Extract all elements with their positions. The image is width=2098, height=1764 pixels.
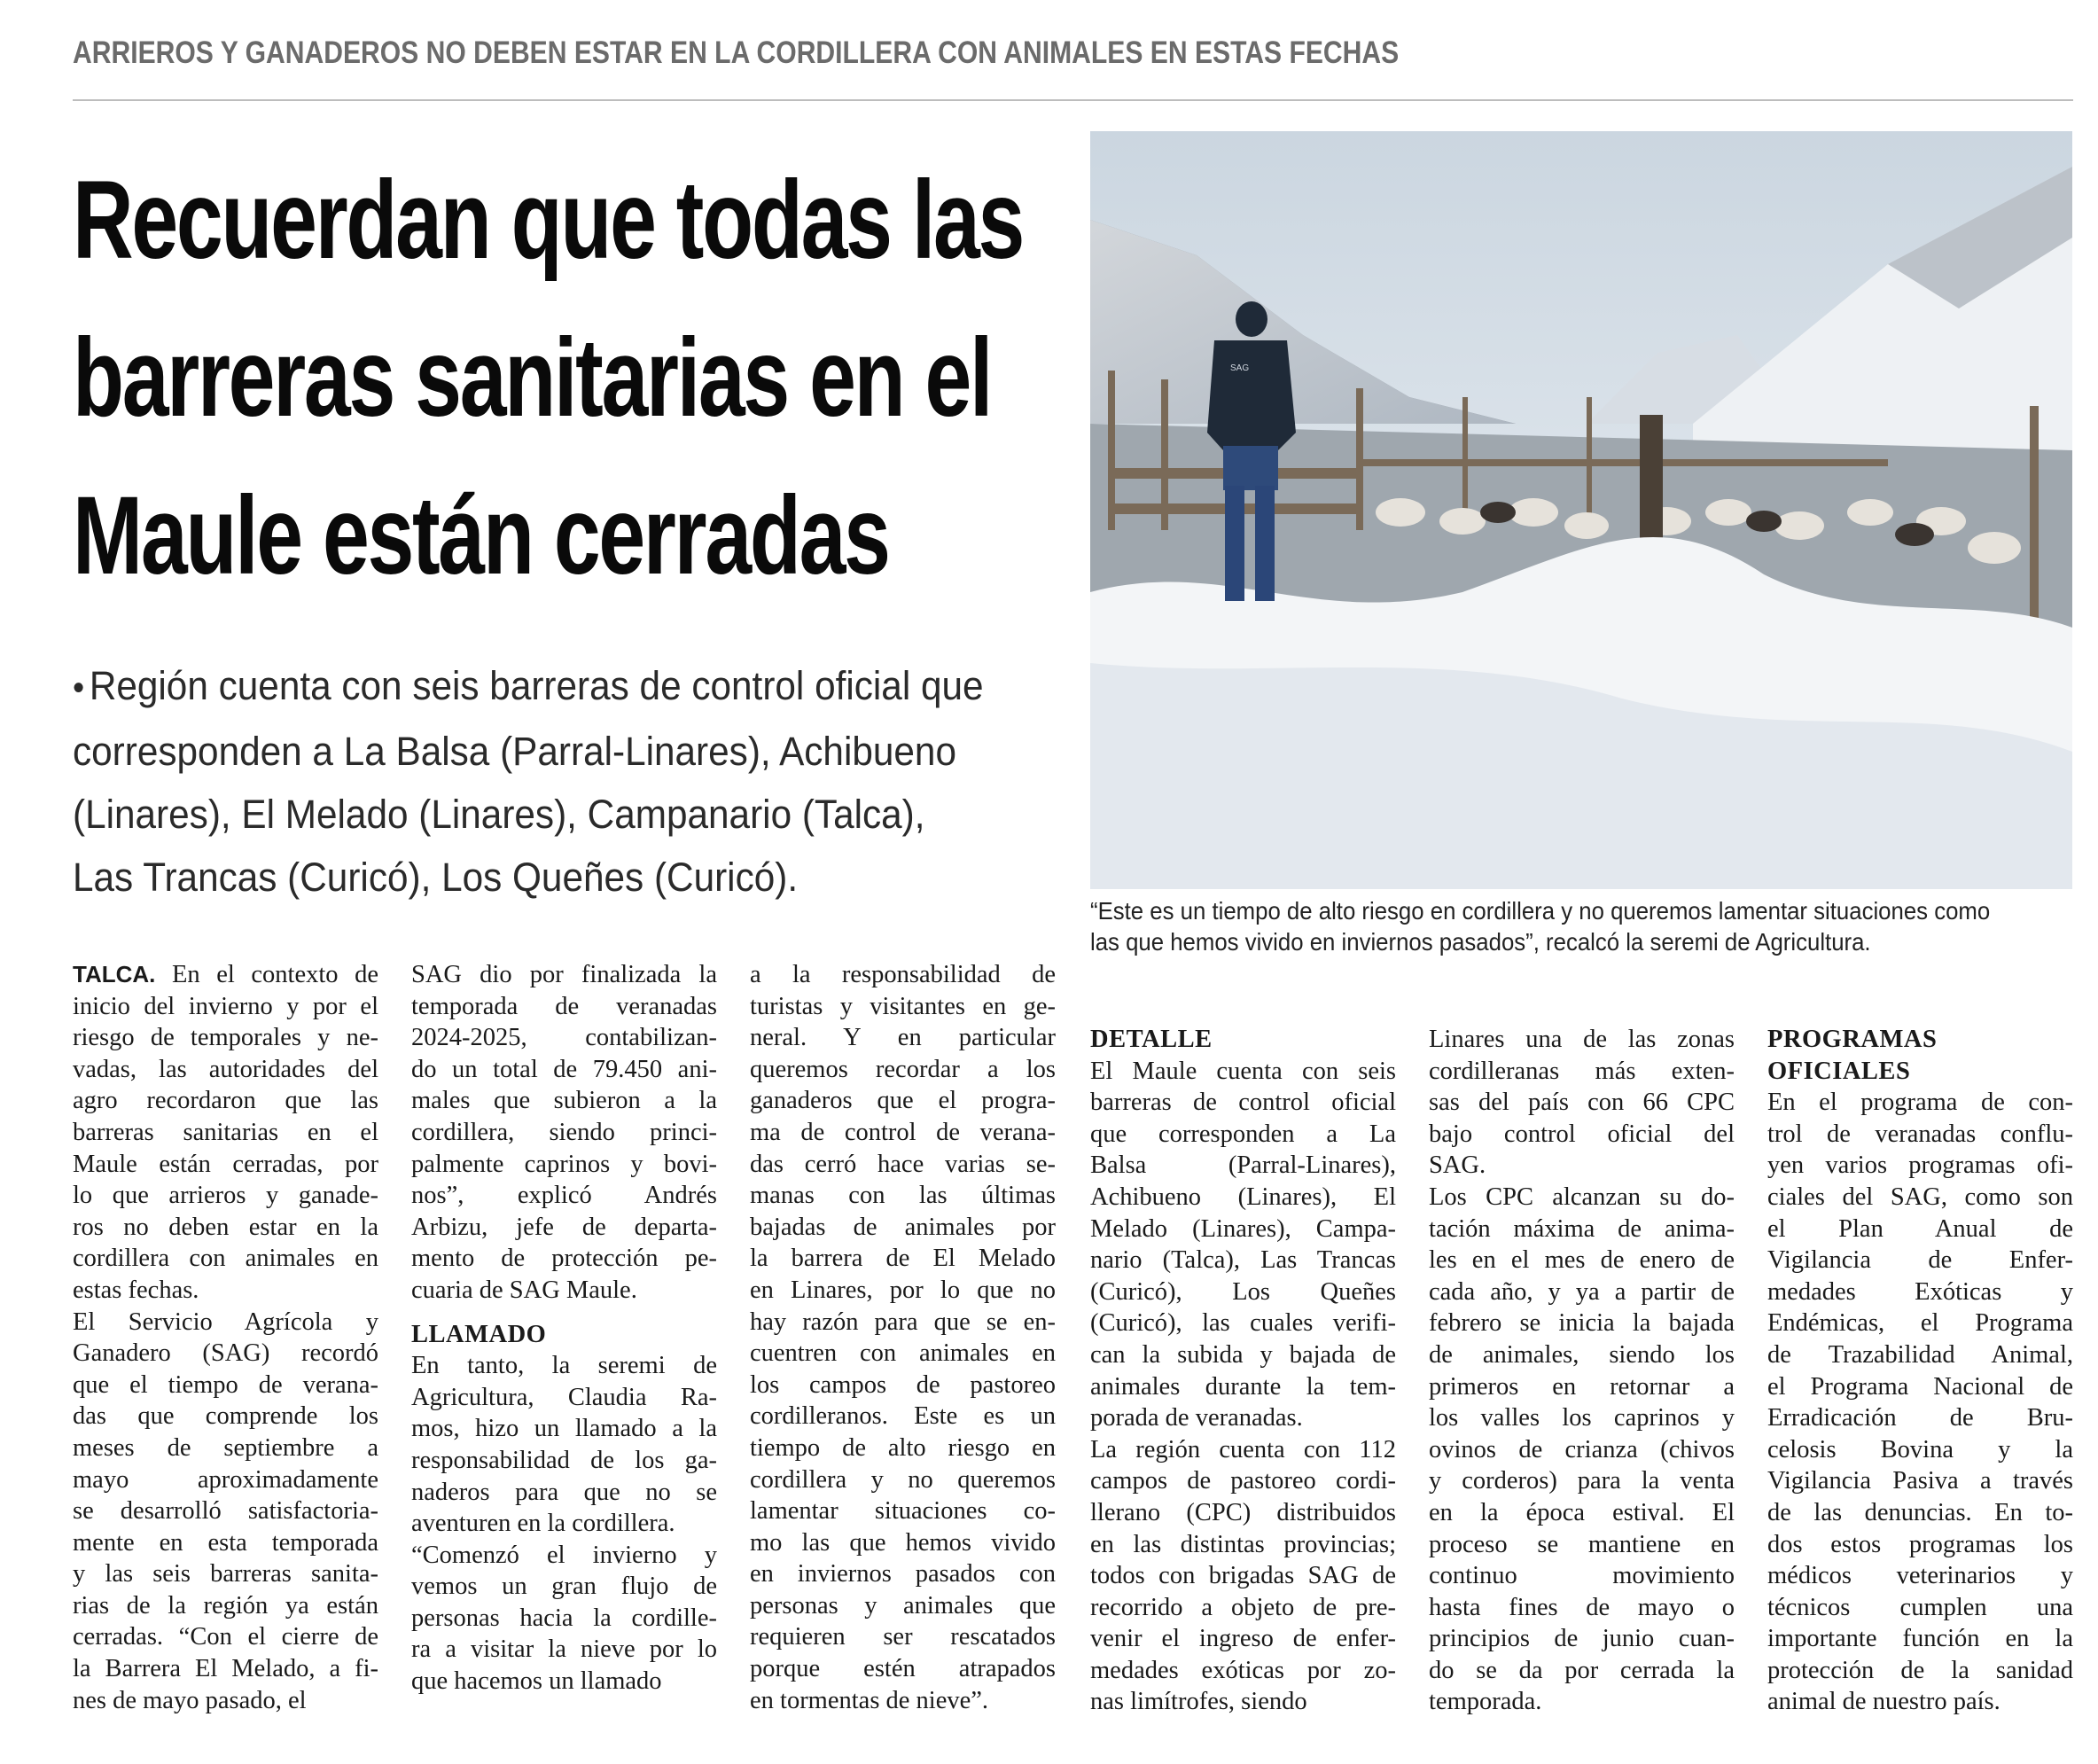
text-line: venir el ingreso de enfer- bbox=[1090, 1625, 1396, 1653]
news-photo bbox=[1090, 131, 2072, 889]
text-line: el Plan Anual de bbox=[1767, 1214, 2073, 1243]
text-line: cordillera con animales en bbox=[73, 1245, 378, 1273]
text-line: Endémicas, el Programa bbox=[1767, 1309, 2073, 1338]
text-line: el Programa Nacional de bbox=[1767, 1372, 2073, 1401]
text-line: (Curicó), Los Queñes bbox=[1090, 1277, 1396, 1306]
text-line: Maule están cerradas, por bbox=[73, 1150, 378, 1178]
text-line: hasta fines de mayo o bbox=[1429, 1593, 1735, 1621]
text-line: y corderos) para la venta bbox=[1429, 1467, 1735, 1495]
text-line: cordillera, siendo princi- bbox=[411, 1118, 717, 1146]
text-line: cuentren con animales en bbox=[750, 1339, 1056, 1368]
text-line: de animales, siendo los bbox=[1429, 1340, 1735, 1369]
subhead: OFICIALES bbox=[1767, 1057, 1911, 1085]
text-line: medades Exóticas y bbox=[1767, 1277, 2073, 1306]
text-line: continuo movimiento bbox=[1429, 1562, 1735, 1590]
text-line: En el programa de con- bbox=[1767, 1089, 2073, 1117]
article-column-1 bbox=[73, 959, 378, 1716]
text-line: ros no deben estar en la bbox=[73, 1213, 378, 1241]
text-line: trol de veranadas conflu- bbox=[1767, 1120, 2073, 1148]
text-line: en Linares, por lo que no bbox=[750, 1276, 1056, 1304]
text-line: personas y animales que bbox=[750, 1591, 1056, 1620]
text-line: protección de la sanidad bbox=[1767, 1656, 2073, 1684]
text-line: y las seis barreras sanita- bbox=[73, 1560, 378, 1588]
text-line: ma de control de verana- bbox=[750, 1118, 1056, 1146]
text-line: SAG. bbox=[1429, 1151, 1486, 1180]
text-line: todos con brigadas SAG de bbox=[1090, 1562, 1396, 1590]
text-line: proceso se mantiene en bbox=[1429, 1530, 1735, 1558]
text-line: médicos veterinarios y bbox=[1767, 1562, 2073, 1590]
text-line: Melado (Linares), Campa- bbox=[1090, 1214, 1396, 1243]
text-line: palmente caprinos y bovi- bbox=[411, 1150, 717, 1178]
caption-line: “Este es un tiempo de alto riesgo en cordillera y no queremos lamentar situaciones como bbox=[1090, 897, 1991, 925]
text-line: lo que arrieros y ganade- bbox=[73, 1182, 378, 1210]
text-line: llerano (CPC) distribuidos bbox=[1090, 1498, 1396, 1526]
text-line: de las denuncias. En to- bbox=[1767, 1498, 2073, 1526]
text-line: queremos recordar a los bbox=[750, 1055, 1056, 1083]
headline-line: Recuerdan que todas las bbox=[73, 159, 1024, 282]
text-line: que hacemos un llamado bbox=[411, 1667, 662, 1696]
text-line: los valles los caprinos y bbox=[1429, 1404, 1735, 1432]
text-line: males que subieron a la bbox=[411, 1087, 717, 1115]
text-line: ganaderos que el progra- bbox=[750, 1087, 1056, 1115]
text-line: Vigilancia de Enfer- bbox=[1767, 1246, 2073, 1275]
subhead: DETALLE bbox=[1090, 1026, 1213, 1053]
text-line: técnicos cumplen una bbox=[1767, 1593, 2073, 1621]
text-line: de Trazabilidad Animal, bbox=[1767, 1340, 2073, 1369]
spacer bbox=[411, 1307, 717, 1319]
photo-illustration bbox=[1090, 131, 2072, 889]
subhead: PROGRAMAS bbox=[1767, 1026, 1938, 1053]
text-line: Ganadero (SAG) recordó bbox=[73, 1339, 378, 1368]
text-line: mos, hizo un llamado a la bbox=[411, 1415, 717, 1443]
text-line: estas fechas. bbox=[73, 1276, 199, 1304]
deck-line-text: Región cuenta con seis barreras de control oficial que bbox=[89, 663, 984, 708]
text-line: la Barrera El Melado, a fi- bbox=[73, 1655, 378, 1683]
photo-patch-text: SAG bbox=[1230, 363, 1250, 373]
text-line: celosis Bovina y la bbox=[1767, 1435, 2073, 1463]
deck-line bbox=[73, 654, 1031, 720]
text-line: riesgo de temporales y ne- bbox=[73, 1024, 378, 1052]
text-line: mayo aproximadamente bbox=[73, 1465, 378, 1494]
headline bbox=[73, 142, 1024, 615]
article-column-3 bbox=[750, 959, 1056, 1716]
text-line: les en el mes de enero de bbox=[1429, 1246, 1735, 1275]
text-line: bajo control oficial del bbox=[1429, 1120, 1735, 1148]
text-line: El Servicio Agrícola y bbox=[73, 1307, 378, 1336]
text-line: (Curicó), las cuales verifi- bbox=[1090, 1309, 1396, 1338]
text-line: hay razón para que se en- bbox=[750, 1307, 1056, 1336]
text-line: nes de mayo pasado, el bbox=[73, 1686, 307, 1714]
text-line: se desarrolló satisfactoria- bbox=[73, 1497, 378, 1526]
bullet-icon: • bbox=[73, 668, 85, 707]
text-line: requieren ser rescatados bbox=[750, 1623, 1056, 1651]
text-line: porada de veranadas. bbox=[1090, 1404, 1303, 1432]
text-line: do se da por cerrada la bbox=[1429, 1656, 1735, 1684]
text-line: cordilleranas más exten- bbox=[1429, 1057, 1735, 1085]
deck bbox=[73, 654, 1092, 909]
text-line: barreras de control oficial bbox=[1090, 1089, 1396, 1117]
text-line: Linares una de las zonas bbox=[1429, 1026, 1735, 1053]
text-line: en inviernos pasados con bbox=[750, 1560, 1056, 1588]
text-line: principios de junio cuan- bbox=[1429, 1625, 1735, 1653]
headline-line: barreras sanitarias en el bbox=[73, 316, 992, 440]
text-line: naderos para que no se bbox=[411, 1478, 717, 1506]
text-line: manas con las últimas bbox=[750, 1182, 1056, 1210]
text-line: primeros en retornar a bbox=[1429, 1372, 1735, 1401]
text-line: importante función en la bbox=[1767, 1625, 2073, 1653]
text-line: en las distintas provincias; bbox=[1090, 1530, 1396, 1558]
text-line: en tormentas de nieve”. bbox=[750, 1686, 989, 1714]
text-line: rias de la región ya están bbox=[73, 1591, 378, 1620]
text-line: aventuren en la cordillera. bbox=[411, 1510, 675, 1538]
text-line: can la subida y bajada de bbox=[1090, 1340, 1396, 1369]
text-line bbox=[73, 959, 378, 991]
text-line: inicio del invierno y por el bbox=[73, 992, 378, 1020]
text-line: personas hacia la cordille- bbox=[411, 1604, 717, 1632]
text-line: sas del país con 66 CPC bbox=[1429, 1089, 1735, 1117]
text-line: Achibueno (Linares), El bbox=[1090, 1183, 1396, 1211]
text-line: cordillera y no queremos bbox=[750, 1465, 1056, 1494]
text-line: 2024-2025, contabilizan- bbox=[411, 1024, 717, 1052]
text-line: Erradicación de Bru- bbox=[1767, 1404, 2073, 1432]
article-column-4 bbox=[1090, 1024, 1396, 1718]
text-line: neral. Y en particular bbox=[750, 1024, 1056, 1052]
text-line: cada año, y ya a partir de bbox=[1429, 1277, 1735, 1306]
text-line: febrero se inicia la bajada bbox=[1429, 1309, 1735, 1338]
text-line: Arbizu, jefe de departa- bbox=[411, 1213, 717, 1241]
text-line: En tanto, la seremi de bbox=[411, 1352, 717, 1380]
text-line: das cerró hace varias se- bbox=[750, 1150, 1056, 1178]
text-line: barreras sanitarias en el bbox=[73, 1118, 378, 1146]
text-line: meses de septiembre a bbox=[73, 1433, 378, 1462]
text-line: ciales del SAG, como son bbox=[1767, 1183, 2073, 1211]
dateline: TALCA. bbox=[73, 961, 156, 987]
article-column-6 bbox=[1767, 1024, 2073, 1718]
text-line-run: En el contexto de bbox=[155, 961, 378, 988]
text-line: nas limítrofes, siendo bbox=[1090, 1688, 1307, 1716]
text-line: Agricultura, Claudia Ra- bbox=[411, 1383, 717, 1411]
text-line: recorrido a objeto de pre- bbox=[1090, 1593, 1396, 1621]
text-line: responsabilidad de los ga- bbox=[411, 1446, 717, 1474]
text-line: mente en esta temporada bbox=[73, 1528, 378, 1557]
text-line: Balsa (Parral-Linares), bbox=[1090, 1151, 1396, 1180]
text-line: yen varios programas ofi- bbox=[1767, 1151, 2073, 1180]
text-line: ra a visitar la nieve por lo bbox=[411, 1635, 717, 1664]
deck-line: Las Trancas (Curicó), Los Queñes (Curicó). bbox=[73, 855, 799, 900]
article-column-2 bbox=[411, 959, 717, 1698]
text-line: nario (Talca), Las Trancas bbox=[1090, 1246, 1396, 1275]
deck-line: (Linares), El Melado (Linares), Campanario (Talca), bbox=[73, 792, 925, 837]
photo-caption bbox=[1090, 895, 2072, 957]
text-line: El Maule cuenta con seis bbox=[1090, 1057, 1396, 1085]
kicker-rule bbox=[73, 99, 2073, 101]
text-line: vemos un gran flujo de bbox=[411, 1573, 717, 1601]
text-line: la barrera de El Melado bbox=[750, 1245, 1056, 1273]
text-line: animal de nuestro país. bbox=[1767, 1688, 2001, 1716]
text-line: porque estén atrapados bbox=[750, 1655, 1056, 1683]
text-line: SAG dio por finalizada la bbox=[411, 961, 717, 988]
text-line: cuaria de SAG Maule. bbox=[411, 1276, 637, 1304]
text-line: dos estos programas los bbox=[1767, 1530, 2073, 1558]
text-line: mento de protección pe- bbox=[411, 1245, 717, 1273]
kicker: ARRIEROS Y GANADEROS NO DEBEN ESTAR EN LA CORDILLERA CON ANIMALES EN ESTAS FECHAS bbox=[73, 35, 1400, 70]
text-line: temporada de veranadas bbox=[411, 992, 717, 1020]
text-line: “Comenzó el invierno y bbox=[411, 1541, 717, 1569]
caption-line: las que hemos vivido en inviernos pasados”, recalcó la seremi de Agricultura. bbox=[1090, 928, 1871, 956]
text-line: cordilleranos. Este es un bbox=[750, 1402, 1056, 1431]
text-line: agro recordaron que las bbox=[73, 1087, 378, 1115]
text-line: lamentar situaciones co- bbox=[750, 1497, 1056, 1526]
text-line: vadas, las autoridades del bbox=[73, 1055, 378, 1083]
text-line: do un total de 79.450 ani- bbox=[411, 1055, 717, 1083]
deck-line: corresponden a La Balsa (Parral-Linares), Achibueno bbox=[73, 729, 956, 774]
text-line: tiempo de alto riesgo en bbox=[750, 1433, 1056, 1462]
text-line: Los CPC alcanzan su do- bbox=[1429, 1183, 1735, 1211]
text-line: animales durante la tem- bbox=[1090, 1372, 1396, 1401]
text-line: Vigilancia Pasiva a través bbox=[1767, 1467, 2073, 1495]
text-line: La región cuenta con 112 bbox=[1090, 1435, 1396, 1463]
text-line: campos de pastoreo cordi- bbox=[1090, 1467, 1396, 1495]
text-line: cerradas. “Con el cierre de bbox=[73, 1623, 378, 1651]
text-line: das que comprende los bbox=[73, 1402, 378, 1431]
headline-line: Maule están cerradas bbox=[73, 474, 889, 597]
text-line: nos”, explicó Andrés bbox=[411, 1182, 717, 1210]
text-line: bajadas de animales por bbox=[750, 1213, 1056, 1241]
text-line: que el tiempo de verana- bbox=[73, 1370, 378, 1399]
text-line: en la época estival. El bbox=[1429, 1498, 1735, 1526]
subhead: LLAMADO bbox=[411, 1320, 547, 1348]
text-line: que corresponden a La bbox=[1090, 1120, 1396, 1148]
text-line: ovinos de crianza (chivos bbox=[1429, 1435, 1735, 1463]
text-line: los campos de pastoreo bbox=[750, 1370, 1056, 1399]
text-line: temporada. bbox=[1429, 1688, 1542, 1716]
text-line: a la responsabilidad de bbox=[750, 961, 1056, 988]
article-column-5 bbox=[1429, 1024, 1735, 1718]
text-line: medades exóticas por zo- bbox=[1090, 1656, 1396, 1684]
text-line: tación máxima de anima- bbox=[1429, 1214, 1735, 1243]
text-line: turistas y visitantes en ge- bbox=[750, 992, 1056, 1020]
text-line: mo las que hemos vivido bbox=[750, 1528, 1056, 1557]
